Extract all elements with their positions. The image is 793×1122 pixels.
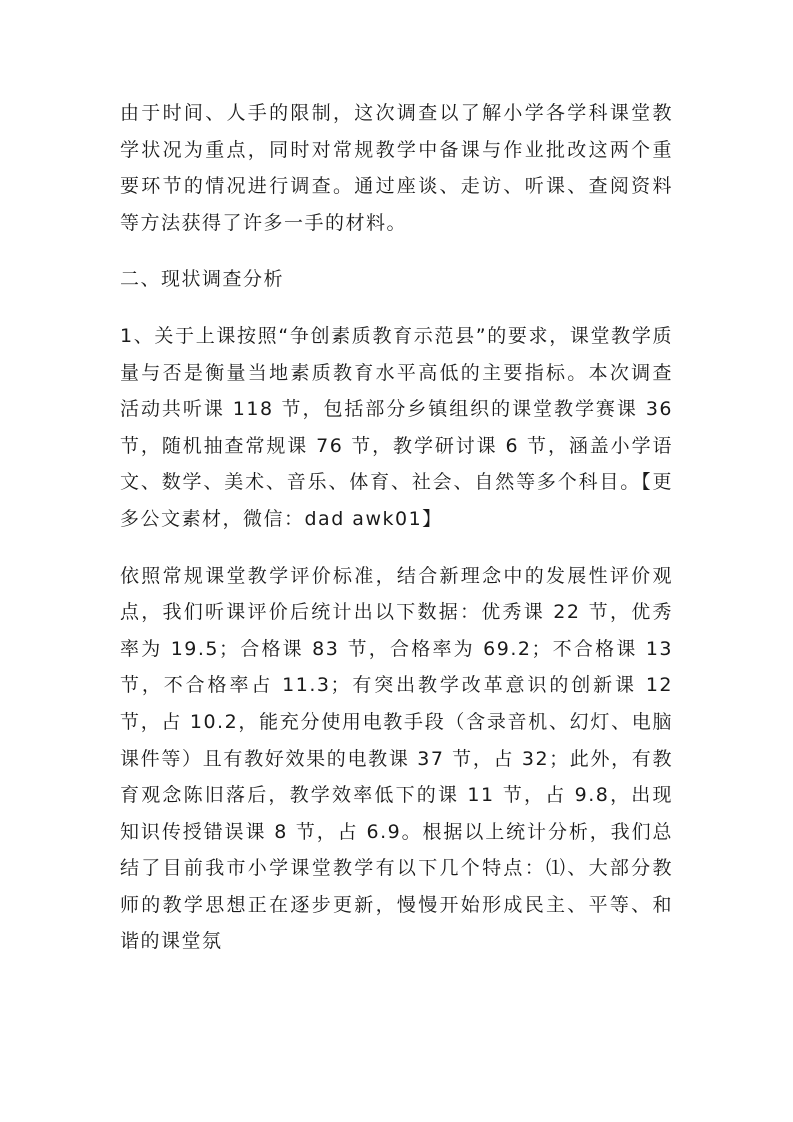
- paragraph-intro: 由于时间、人手的限制，这次调查以了解小学各学科课堂教学状况为重点，同时对常规教学中备课与作业批改这两个重要环节的情况进行调查。通过座谈、走访、听课、查阅资料等方法获得了许多一手的材料。: [120, 102, 673, 234]
- paragraph-spacer: [120, 298, 673, 318]
- paragraph-lessons: 1、关于上课按照“争创素质教育示范县”的要求，课堂教学质量与否是衡量当地素质教育水平高低的主要指标。本次调查活动共听课 118 节，包括部分乡镇组织的课堂教学赛课 36 节，随机抽查常规课 76 节，教学研讨课 6 节，涵盖小学语文、数学、美术、音乐、体育、社会、自然等多个科目。【更多公文素材，微信：dad awk01】: [120, 324, 673, 530]
- paragraph-spacer: [120, 241, 673, 261]
- paragraph-evaluation: 依照常规课堂教学评价标准，结合新理念中的发展性评价观点，我们听课评价后统计出以下数据：优秀课 22 节，优秀率为 19.5；合格课 83 节，合格率为 69.2；不合格课 13 节，不合格率占 11.3；有突出教学改革意识的创新课 12 节，占 10.2，能充分使用电教手段（含录音机、幻灯、电脑课件等）且有教好效果的电教课 37 节，占 32；此外，有教育观念陈旧落后，教学效率低下的课 11 节，占 9.8，出现知识传授错误课 8 节，占 6.9。根据以上统计分析，我们总结了目前我市小学课堂教学有以下几个特点：⑴、大部分教师的教学思想正在逐步更新，慢慢开始形成民主、平等、和谐的课堂氛: [120, 564, 673, 953]
- document-page: [120, 95, 673, 960]
- section-heading: 二、现状调查分析: [120, 268, 285, 291]
- paragraph-spacer: [120, 538, 673, 558]
